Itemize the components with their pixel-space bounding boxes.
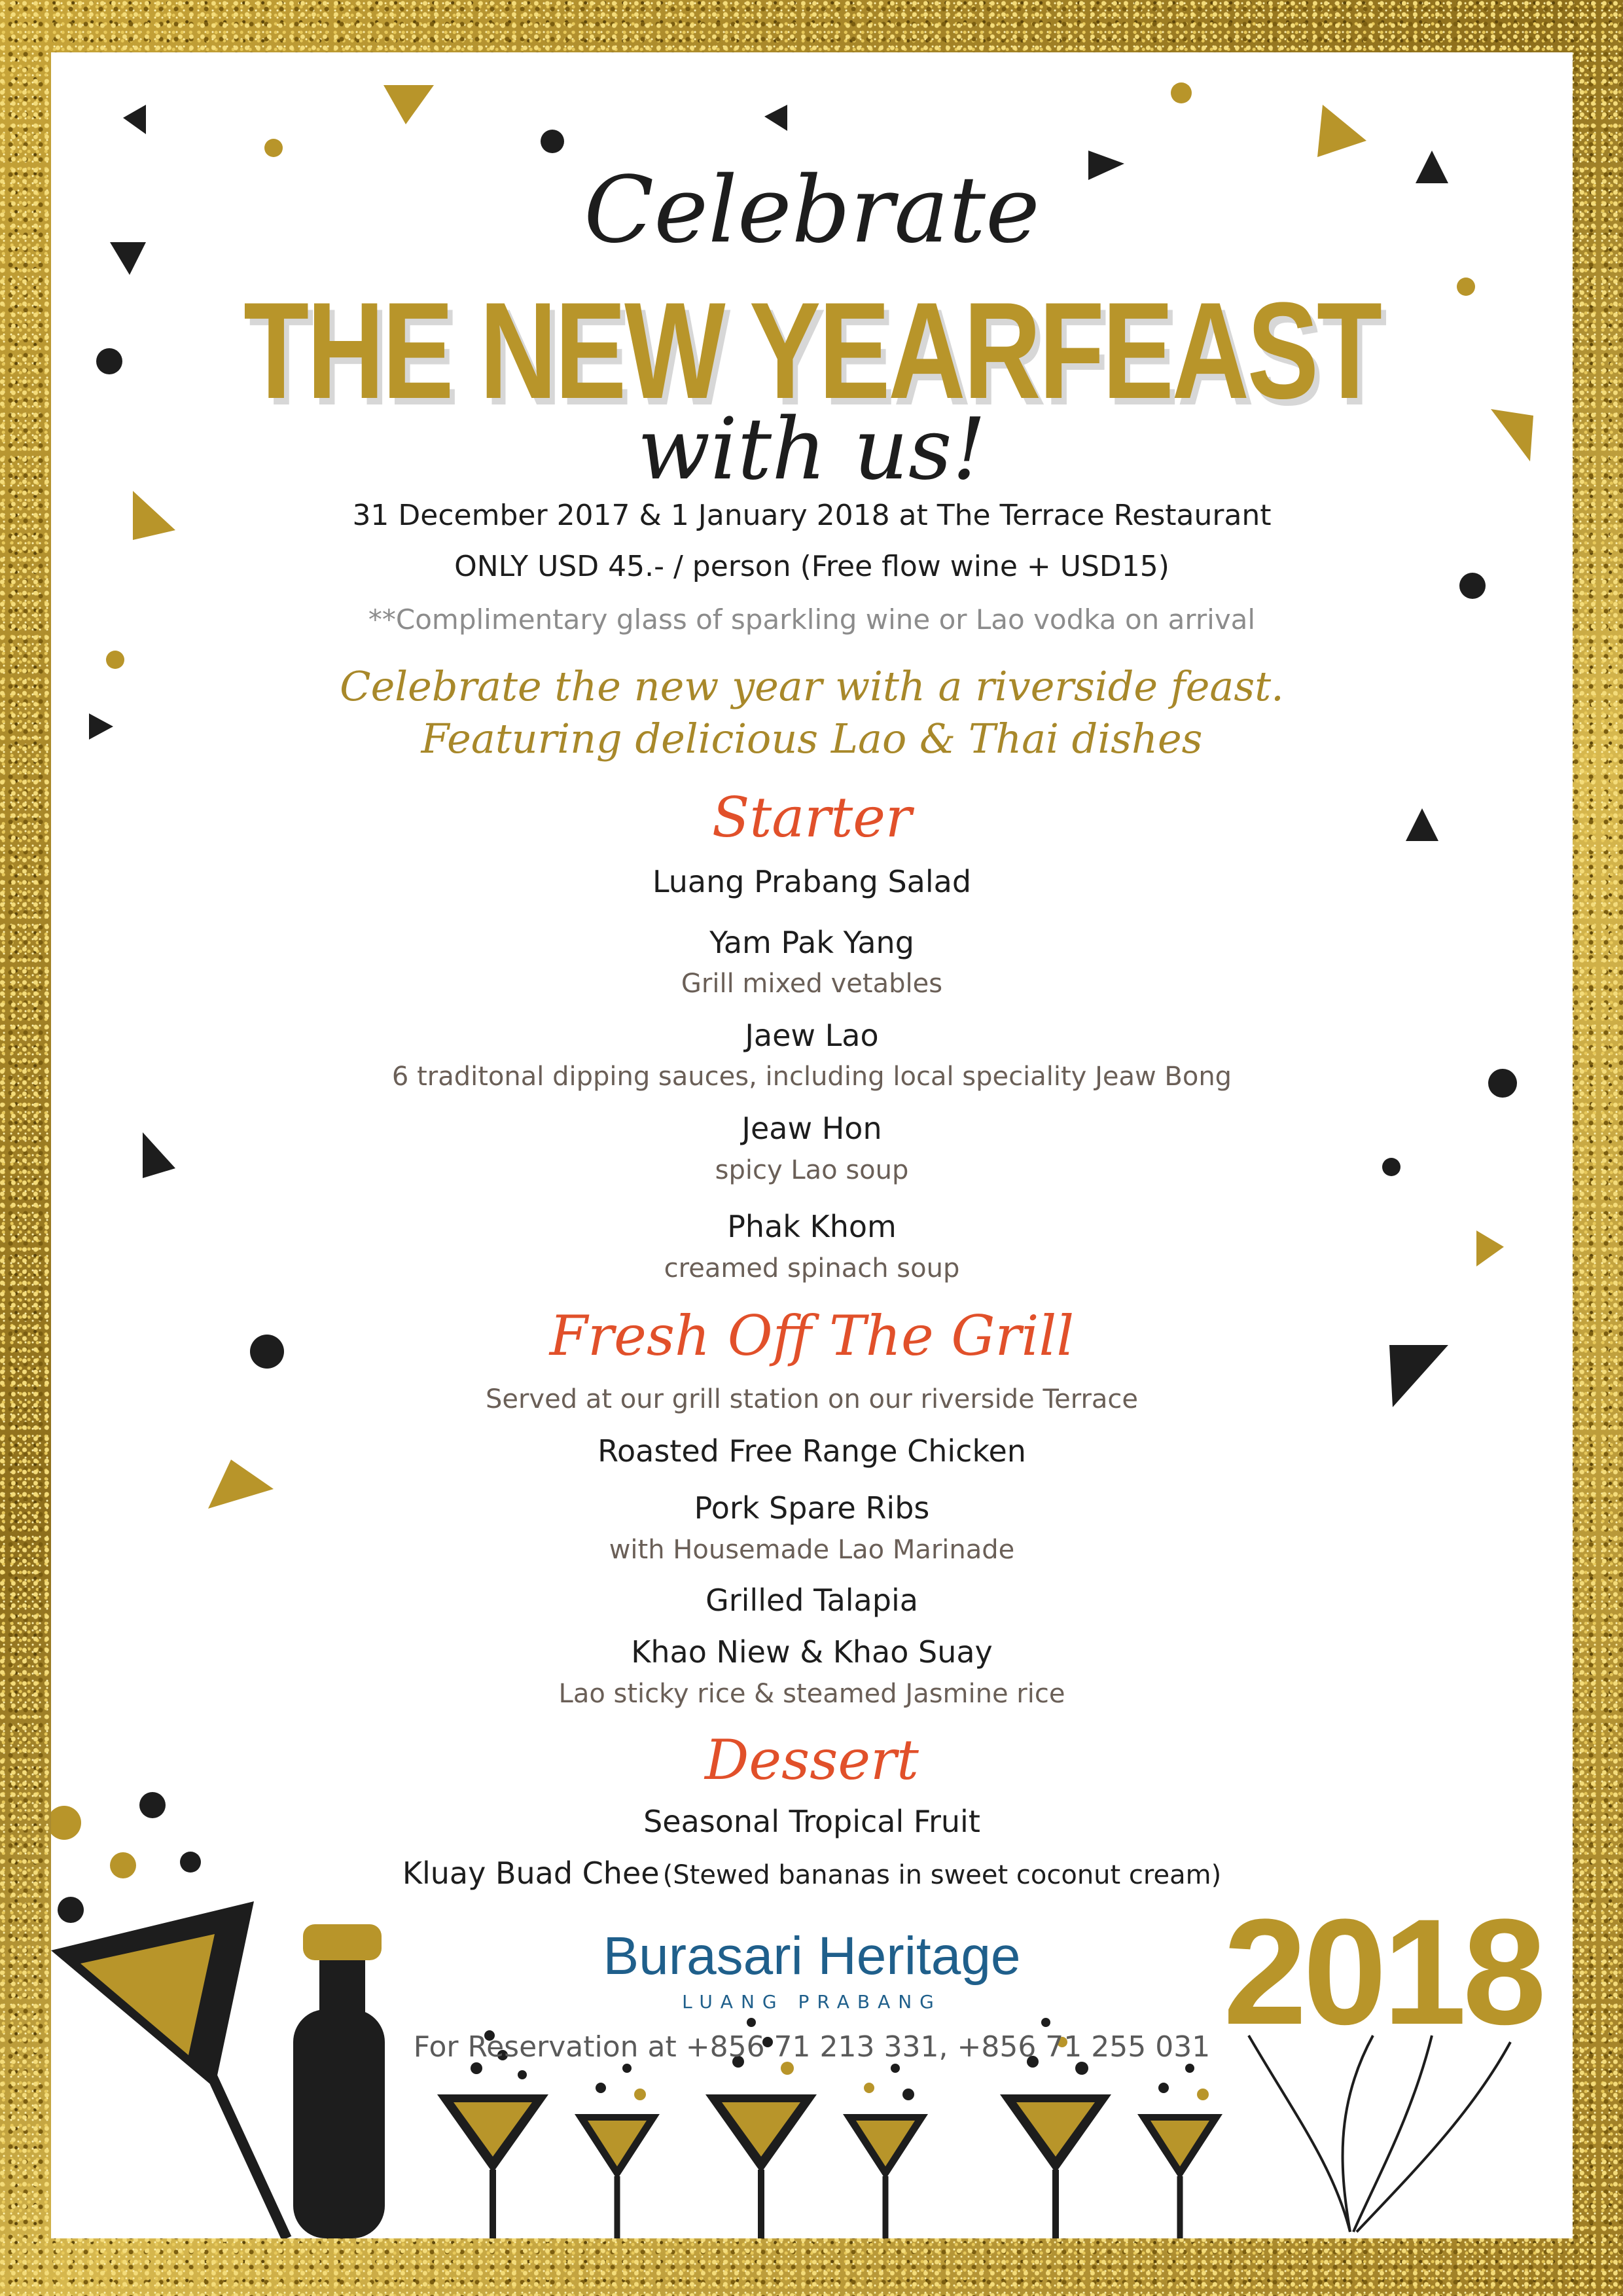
menu-item-name: Seasonal Tropical Fruit (643, 1804, 980, 1839)
menu-item-name: Khao Niew & Khao Suay (631, 1634, 993, 1670)
confetti-gold-triangle (383, 85, 434, 124)
menu-item-name: Yam Pak Yang (709, 925, 914, 960)
menu-item-desc: with Housemade Lao Marinade (609, 1535, 1015, 1565)
new-year-feast-title: THE NEW YEARFEAST (243, 274, 1380, 427)
complimentary-note: **Complimentary glass of sparkling wine or Lao vodka on arrival (368, 603, 1256, 636)
grill-heading: Fresh Off The Grill (549, 1304, 1075, 1368)
menu-item-name: Jeaw Hon (741, 1111, 882, 1146)
menu-item-name: Luang Prabang Salad (652, 864, 972, 899)
menu-item-name: Phak Khom (727, 1209, 897, 1244)
confetti-triangle (123, 105, 146, 134)
menu-item-desc: spicy Lao soup (715, 1155, 909, 1185)
menu-item-desc: 6 traditonal dipping sauces, including local speciality Jeaw Bong (391, 1062, 1232, 1092)
confetti-triangle (764, 105, 787, 131)
confetti-gold-dot (264, 139, 283, 157)
menu-item-desc: Grill mixed vetables (681, 969, 943, 999)
menu-card (51, 52, 1573, 2238)
grill-subtitle: Served at our grill station on our riverside Terrace (485, 1384, 1138, 1414)
price-info: ONLY USD 45.- / person (Free flow wine + USD15) (454, 550, 1169, 583)
year-balloons: 2018 (1223, 1888, 1543, 2056)
menu-item-desc: Lao sticky rice & steamed Jasmine rice (558, 1679, 1065, 1709)
with-us-heading: with us! (637, 399, 986, 499)
event-date: 31 December 2017 & 1 January 2018 at The Terrace Restaurant (352, 499, 1272, 532)
celebrate-heading: Celebrate (584, 157, 1040, 264)
confetti-dot (541, 130, 564, 153)
menu-item-name: Roasted Free Range Chicken (597, 1433, 1026, 1469)
menu-item-name: Pork Spare Ribs (694, 1490, 930, 1526)
menu-item-name: Kluay Buad Chee (402, 1856, 660, 1891)
confetti-dot (58, 1897, 84, 1923)
menu-item-desc: creamed spinach soup (664, 1253, 960, 1283)
balloon-strings (1249, 2036, 1510, 2232)
confetti-gold-triangle (1317, 105, 1366, 157)
menu-item-name: Jaew Lao (745, 1018, 879, 1053)
tagline-line-1: Celebrate the new year with a riverside feast. (340, 662, 1284, 710)
brand-logo-text: Burasari Heritage (603, 1926, 1021, 1986)
brand-subtitle: LUANG PRABANG (682, 1991, 942, 2013)
tagline-line-2: Featuring delicious Lao & Thai dishes (421, 715, 1203, 762)
reservation-info: For Reservation at +856 71 213 331, +856 71 255 031 (413, 2030, 1211, 2064)
dessert-heading: Dessert (705, 1728, 919, 1792)
menu-item-name: Grilled Talapia (705, 1583, 918, 1618)
menu-item-desc: (Stewed bananas in sweet coconut cream) (662, 1860, 1222, 1890)
confetti-gold-dot (1171, 82, 1192, 103)
starter-heading: Starter (711, 785, 912, 850)
